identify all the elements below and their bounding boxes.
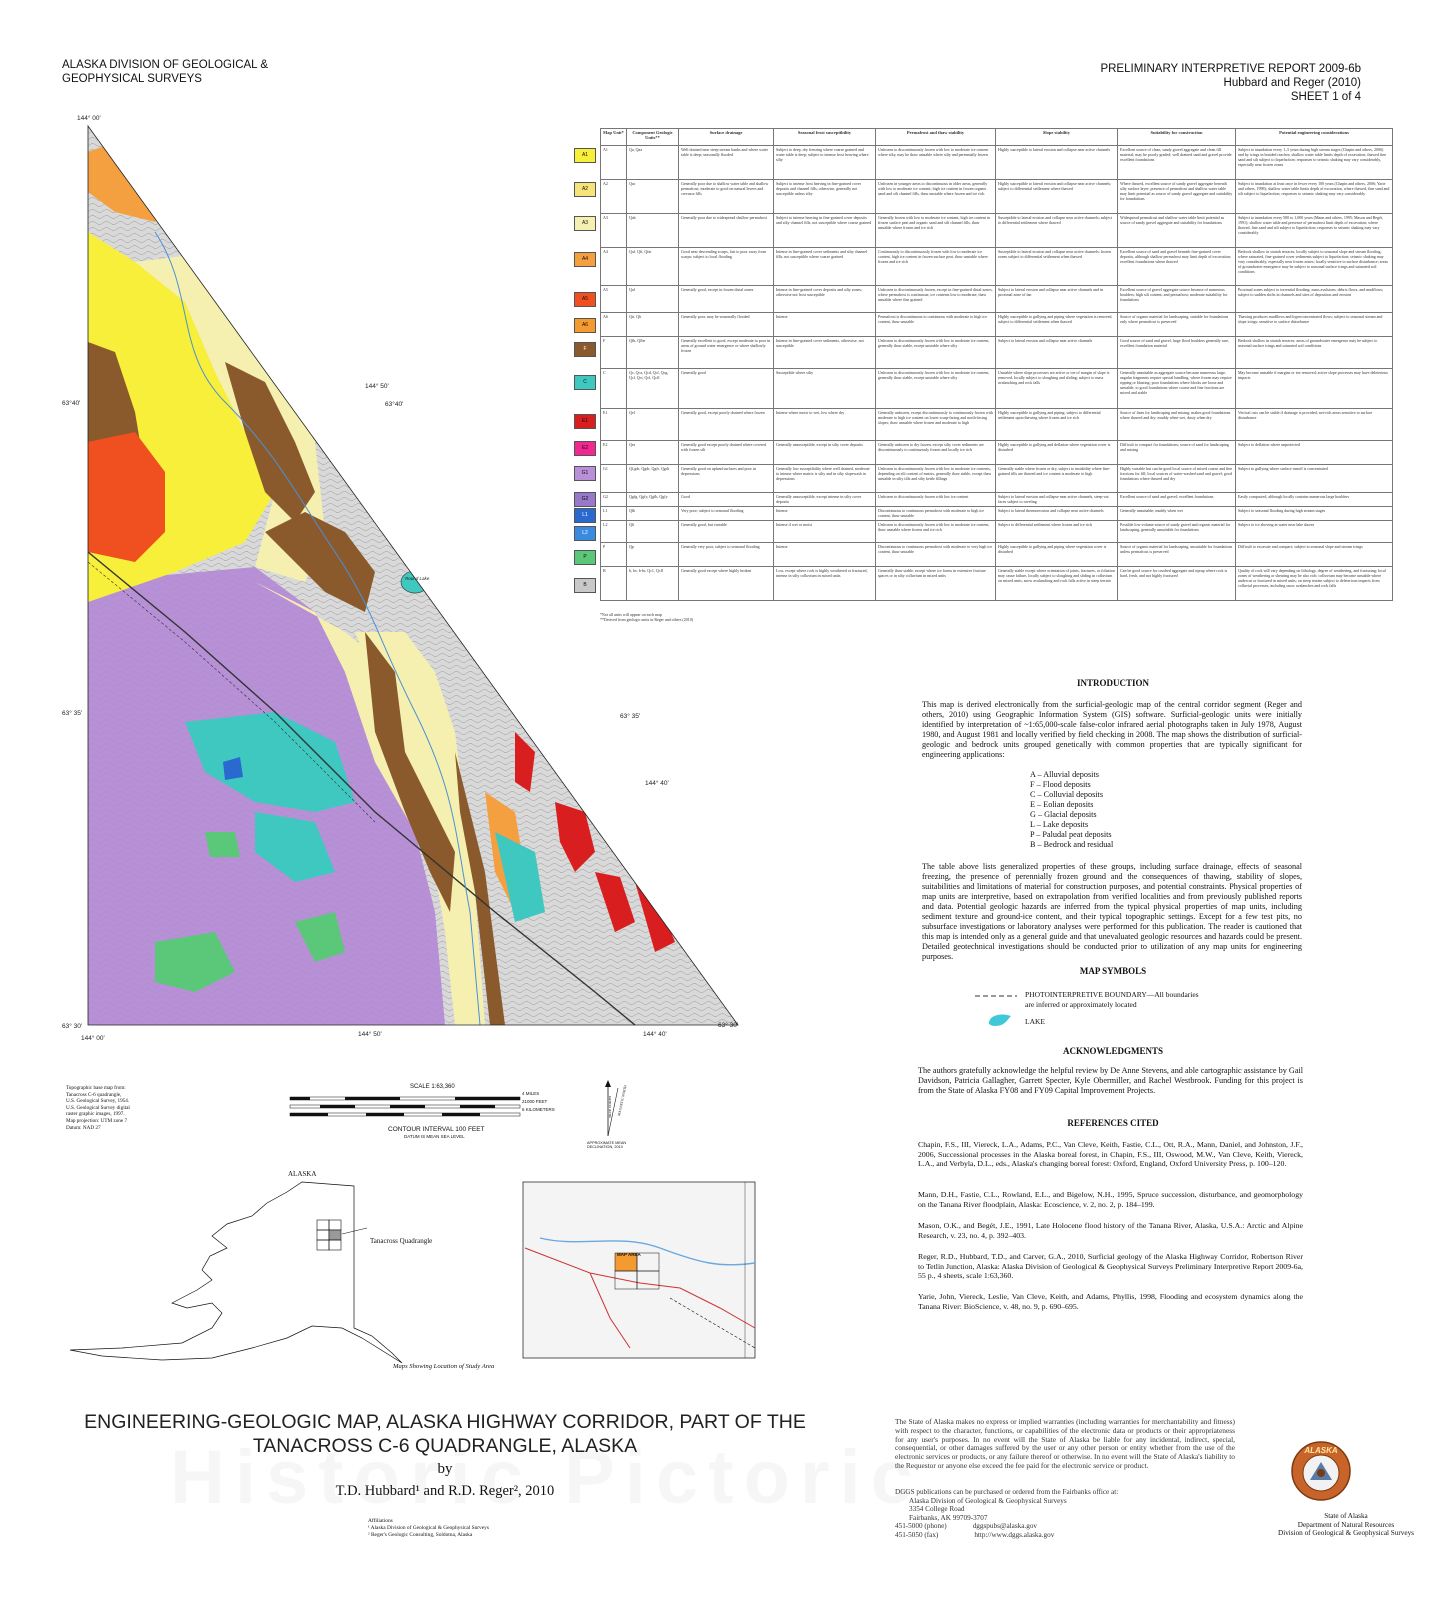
cell-drainage: Very poor; subject to seasonal flooding [679, 507, 774, 521]
unit-group-item: E – Eolian deposits [1030, 800, 1094, 809]
swatch-e2: E2 [574, 441, 596, 456]
table-row [601, 337, 1393, 369]
scale-km-label: 6 KILOMETERS [522, 1107, 555, 1112]
dggs-contact [895, 1488, 1118, 1540]
cell-unit: A3 [601, 214, 627, 248]
unit-group-item: C – Colluvial deposits [1030, 790, 1104, 799]
swatch-g1: G1 [574, 466, 596, 481]
unit-group-list [1030, 770, 1113, 850]
cell-unit: A6 [601, 313, 627, 337]
coord-lon-40-bottom: 144° 40' [643, 1031, 667, 1038]
coord-diag-35: 63° 35' [620, 713, 641, 720]
cell-frost: Intense in fine-grained cover deposits and silty zones; otherwise not frost susceptible [774, 286, 876, 313]
north-arrow [598, 1078, 628, 1140]
contact-email[interactable]: dggspubs@alaska.gov [972, 1522, 1038, 1531]
cell-unit: E1 [601, 409, 627, 441]
cell-unit: G1 [601, 465, 627, 493]
cell-geologic-units: Qlt [627, 521, 679, 543]
references-heading: REFERENCES CITED [1067, 1118, 1159, 1128]
cell-slope: Highly susceptible to gullying and piping where vegetation cover is disturbed [996, 543, 1118, 567]
dggs-seal-icon [1290, 1440, 1352, 1502]
swatch-a6: A6 [574, 318, 596, 333]
cell-considerations: Bedrock shallow in stratah terraces; areas of groundwater emergence may be subject to seasonal surface icings and saturated soil conditions [1236, 337, 1393, 369]
unit-group-item: A – Alluvial deposits [1030, 770, 1099, 779]
intro-paragraph-1: This map is derived electronically from the surficial-geologic map of the central corridor segment (Reger and others, 2010) using Geographic Information System (GIS) software. Surficial-geologic units were initially identified by interpretation of ~1:65,000-scale false-color infrared aerial photographs taken in July 1978, August 1980, and August 1981 and locally verified by field checking in 2008. The map shows the distribution of surficial-geologic and bedrock units grouped genetically with common properties that are typically significant for engineering applications: [922, 700, 1302, 759]
base-map-line: Topographic base map from: [66, 1085, 126, 1091]
cell-drainage: Generally poor due to shallow water table and shallow permafrost; moderate to good on natural levees and crevasse fills [679, 180, 774, 214]
cell-slope: Subject to lateral erosion and collapse near active channels and in proximal zone of fan [996, 286, 1118, 313]
datum-label: DATUM IS MEAN SEA LEVEL [404, 1134, 465, 1139]
intro-heading: INTRODUCTION [1076, 678, 1149, 688]
cell-drainage: Generally good except poorly drained where covered with frozen silt [679, 441, 774, 465]
table-row [601, 248, 1393, 286]
table-header-row [601, 129, 1393, 146]
cell-construction: Excellent source of sand and gravel; excellent foundations [1118, 493, 1236, 507]
cell-drainage: Generally good on upland surfaces and poor in depressions [679, 465, 774, 493]
cell-frost: Intense in fine-grained cover sediments, otherwise, not susceptible [774, 337, 876, 369]
reference-item: Mann, D.H., Fastie, C.L., Rowland, E.L., and Bigelow, N.H., 1995, Spruce succession, disturbance, and geomorphology on the Tanana River floodplain, Alaska: Ecoscience, v. 2, no. 2, p. 184–199. [918, 1190, 1303, 1209]
map-title [60, 1410, 830, 1458]
agency-name: ALASKA DIVISION OF GEOLOGICAL & GEOPHYSICAL SURVEYS [62, 59, 269, 85]
swatch-p: P [574, 550, 596, 565]
cell-unit: A4 [601, 248, 627, 286]
swatch-a5: A5 [574, 292, 596, 307]
cell-geologic-units: Qe1 [627, 409, 679, 441]
base-map-line: Datum: NAD 27 [66, 1124, 101, 1131]
base-map-line: Map projection: UTM zone 7 [66, 1117, 128, 1124]
cell-permafrost: Generally unfrozen to dry frozen, except silty cover sediments are discontinuously to continuously frozen and locally ice rich [876, 441, 996, 465]
intro-paragraph-2: The table above lists generalized properties of these groups, including surface drainage, effects of seasonal freezing, the presence of perennially frozen ground and the consequences of thawing, stability of slopes, suitabilities and limitations of material for construction purposes, and potential constraints. Physical properties of map units are interpretive, based on extrapolation from verified localities and from previously published reports and data. Potential geologic hazards are inferred from the typical physical properties of map units, including sediment texture and ground-ice content, and their typical topographic settings. Except for a few test pits, no subsurface investigations or laboratory analyses were performed for this publication. The reader is cautioned that this map is intended only as a general guide and that unevaluated geologic resources and hazards could be present. Detailed geotechnical investigations should be conducted prior to utilization of any map units for engineering purposes. [922, 862, 1302, 961]
coord-se-lat: 63° 30' [718, 1022, 739, 1029]
table-row [601, 313, 1393, 337]
cell-permafrost: Unfrozen to discontinuously frozen with low to moderate ice content, generally thaw stable, except unstable where silty [876, 369, 996, 409]
table-row [601, 146, 1393, 180]
cell-construction: Excellent source of clean, sandy gravel aggregate and clean fill material; may be poorly graded; well drained sand and gravel provide excellent foundations [1118, 146, 1236, 180]
cell-considerations: Vertical cuts can be stable if drainage is provided; not-rich areas sensitive to surface disturbance [1236, 409, 1393, 441]
coord-diag-4040: 144° 40' [645, 780, 669, 787]
cell-drainage: Good near descending scarps, fair to poor away from scarps; subject to local flooding [679, 248, 774, 286]
map-title-line-2: TANACROSS C-6 QUADRANGLE, ALASKA [252, 1435, 638, 1457]
tanacross-quad-label: Tanacross Quadrangle [370, 1237, 433, 1245]
cell-permafrost: Generally thaw stable, except where ice forms in extensive fracture spaces or in silty colluvium in mixed units [876, 567, 996, 601]
cell-drainage: Generally good, except poorly drained where frozen [679, 409, 774, 441]
cell-frost: Intense [774, 313, 876, 337]
local-area-map [520, 1178, 760, 1363]
cell-unit: G2 [601, 493, 627, 507]
cell-slope: Highly susceptible to gullying and piping where vegetation is removed, subject to differential settlement when thawed [996, 313, 1118, 337]
cell-unit: P [601, 543, 627, 567]
cell-geologic-units: Qtt, Qlt [627, 313, 679, 337]
unit-group-item: G – Glacial deposits [1030, 810, 1097, 819]
reference-item: Reger, R.D., Hubbard, T.D., and Carver, G.A., 2010, Surficial geology of the Alaska Highway Corridor, Robertson River to Tetlin Junction, Alaska: Alaska Division of Geological & Geophysical Surveys Preliminary Interpretive Report 2009-6a, 55 p., 4 sheets, scale 1:63,360. [918, 1252, 1303, 1281]
coord-sw-lon: 144° 00' [81, 1035, 105, 1042]
unit-group-item: L – Lake deposits [1030, 820, 1089, 829]
cell-permafrost: Discontinuous to continuous permafrost with moderate to high ice content, thaw unstable [876, 507, 996, 521]
cell-permafrost: Continuously to discontinuously frozen with low to moderate ice content, high ice content in frozen surface peat, thaw unstable where frozen and ice rich [876, 248, 996, 286]
ack-heading: ACKNOWLEDGMENTS [1062, 1046, 1163, 1056]
reference-item: Mason, O.K., and Begét, J.E., 1991, Late Holocene flood history of the Tanana River, Alaska, U.S.A.: Arctic and Alpine Research, v. 23, no. 4, p. 392–403. [918, 1221, 1303, 1240]
cell-slope: Subject to lateral erosion and collapse near active channels [996, 337, 1118, 369]
cell-frost: Low, except where rock is highly weathered or fractured, intense in silty colluvium in mixed units [774, 567, 876, 601]
cell-construction: Can be good source for crushed aggregate and riprap where rock is hard, fresh, and not highly fractured [1118, 567, 1236, 601]
state-agency-block [1277, 1512, 1415, 1538]
boundary-label-2: are inferred or approximately located [1025, 1000, 1137, 1009]
table-row [601, 369, 1393, 409]
cell-considerations: Subject to gullying where surface runoff is concentrated [1236, 465, 1393, 493]
cell-frost: Generally low susceptibility where well drained, moderate to intense where matrix is silty and in silty slopewash in depressions [774, 465, 876, 493]
contact-phone: 451-5000 (phone) [895, 1522, 947, 1531]
cell-drainage: Generally excellent to good, except moderate to poor in areas of ground water emergence or where shallowly frozen [679, 337, 774, 369]
boundary-legend [1025, 990, 1199, 1010]
state-line-3: Division of Geological & Geophysical Surveys [1278, 1529, 1414, 1538]
cell-frost: Intense if wet or moist [774, 521, 876, 543]
cell-geologic-units: b, bv, b-br, Qc1, Qcfl [627, 567, 679, 601]
contact-line-2: Alaska Division of Geological & Geophysical Surveys [909, 1496, 1067, 1505]
boundary-symbol [975, 992, 1020, 1000]
cell-frost: Generally unsusceptible, except intense in silty cover deposits [774, 493, 876, 507]
cell-geologic-units: Qlb [627, 507, 679, 521]
cell-permafrost: Unfrozen to discontinuously frozen with low ice content [876, 493, 996, 507]
cell-frost: Generally unsusceptible, except in silty cover deposits [774, 441, 876, 465]
contact-fax: 451-5050 (fax) [895, 1530, 939, 1539]
cell-permafrost: Generally unfrozen, except discontinuously to continuously frozen with moderate to high ice content on lower scarp-facing and north-facing slopes; thaw unstable where frozen and moderate to high [876, 409, 996, 441]
swatch-f: F [574, 342, 596, 357]
by-label: by [437, 1461, 453, 1477]
base-map-line: Tanacross C-6 quadrangle, [66, 1091, 122, 1098]
table-note-1: *Not all units will appear on each map [600, 612, 662, 617]
affiliation-1: ¹ Alaska Division of Geological & Geophysical Surveys [368, 1524, 489, 1531]
cell-construction: Excellent source of gravel aggregate source because of numerous boulders; high silt content, and permafrost; moderate suitability for foundations [1118, 286, 1236, 313]
map-symbols-heading: MAP SYMBOLS [1079, 966, 1147, 976]
map-area-label: MAP AREA [617, 1252, 641, 1257]
true-north-label: TRUE NORTH [608, 1096, 612, 1118]
affiliations-heading: Affiliations [368, 1518, 393, 1524]
cell-geologic-units: Qa, Qaa [627, 146, 679, 180]
cell-frost: Subject to intense frost heaving in fine-grained cover deposits and channel fills; otherwise, generally not susceptible unless silty [774, 180, 876, 214]
table-row [601, 286, 1393, 313]
cell-slope: Highly susceptible to lateral erosion and collapse near active channels [996, 146, 1118, 180]
cell-geologic-units: Qab [627, 214, 679, 248]
coord-lon-50-bottom: 144° 50' [358, 1031, 382, 1038]
base-map-note [66, 1085, 166, 1131]
cell-considerations: Proximal zones subject to torrential flooding; mass avulsions, debris flows, and mudflows; subject to sudden shifts in channels and sites of deposition and erosion [1236, 286, 1393, 313]
report-header [1100, 62, 1361, 104]
affiliation-2: ² Reger's Geologic Consulting, Soldotna, Alaska [368, 1531, 473, 1538]
cell-considerations: Easily compacted, although locally contains numerous large boulders [1236, 493, 1393, 507]
cell-construction: Where thawed, excellent source of sandy gravel aggregate beneath silty surface layer; presence of permafrost and shallow water table may limit potential as source of sandy gravel aggregate and suitability for foundations [1118, 180, 1236, 214]
cell-drainage: Generally good, except in frozen distal zones [679, 286, 774, 313]
table-row [601, 180, 1393, 214]
cell-unit: A2 [601, 180, 627, 214]
contact-line-3: 3354 College Road [909, 1505, 965, 1514]
cell-frost: Intense [774, 543, 876, 567]
swatch-a4: A4 [574, 252, 596, 267]
cell-construction: Good source of sand and gravel, large flood boulders generally rare, excellent foundation material [1118, 337, 1236, 369]
reference-item: Chapin, F.S., III, Viereck, L.A., Adams, P.C., Van Cleve, Keith, Fastie, C.L., Ott, R.A., Mann, Daniel, and Johnston, J.F., 2006, Successional processes in the Alaska boreal forest, in Chapin, F.S., III, Oswood, M.W., Van Cleve, Keith, Viereck, L.A., and Verbyla, D.L., eds., Alaska's changing boreal forest: Oxford, England, Oxford University Press, p. 100–120. [918, 1140, 1303, 1169]
cell-drainage: Generally good, but variable [679, 521, 774, 543]
cell-geologic-units: Qfb, Qfbe [627, 337, 679, 369]
cell-slope: Susceptible to lateral erosion and collapse near active channels; frozen zones subject to differential settlement when thawed [996, 248, 1118, 286]
scale-title: SCALE 1:63,360 [410, 1084, 455, 1090]
boundary-label: PHOTOINTERPRETIVE BOUNDARY—All boundaries [1025, 990, 1199, 999]
table-row [601, 521, 1393, 543]
cell-construction: Possible low-volume source of sandy gravel and organic material for landscaping, generally unsuitable for foundations [1118, 521, 1236, 543]
state-line-1: State of Alaska [1324, 1512, 1368, 1520]
col-permafrost: Permafrost and thaw stability [876, 129, 996, 146]
swatch-l2: L2 [574, 526, 596, 541]
cell-drainage: Good [679, 493, 774, 507]
coord-lat-30-left: 63° 30' [62, 1023, 83, 1030]
cell-drainage: Well drained near steep stream banks and where water table is deep; seasonally flooded [679, 146, 774, 180]
cell-unit: E2 [601, 441, 627, 465]
coord-lat-35-left: 63° 35' [62, 710, 83, 717]
cell-construction: Generally unsuitable as aggregate source because numerous large, angular fragments require special handling, where frozen may require ripping or blasting; poor foundations where blocks are loose and unstable; to good foundations where coarse and fine fractions are mixed and stable [1118, 369, 1236, 409]
table-row [601, 214, 1393, 248]
col-map-unit: Map Unit* [601, 129, 627, 146]
scale-feet-label: 21000 FEET [522, 1099, 548, 1104]
cell-considerations: Subject to seasonal flooding during high stream stages [1236, 507, 1393, 521]
round-lake [401, 571, 429, 593]
declination-note: APPROXIMATE MEAN DECLINATION, 2010 [587, 1141, 627, 1149]
affiliations [368, 1518, 489, 1538]
contact-line-4: Fairbanks, AK 99709-3707 [909, 1513, 988, 1522]
cell-construction: Excellent source of sand and gravel beneath fine-grained cover deposits, although shallow permafrost may limit depth of excavation; excellent foundations where thawed [1118, 248, 1236, 286]
cell-drainage: Generally very poor, subject to seasonal flooding [679, 543, 774, 567]
cell-geologic-units: Qc, Qca, Qcd, Qcf, Qcg, Qcl, Qct, Qcl, Qcfl [627, 369, 679, 409]
cell-unit: A5 [601, 286, 627, 313]
sheet-number: SHEET 1 of 4 [1290, 91, 1361, 103]
cell-unit: F [601, 337, 627, 369]
cell-construction: Source of organic material for landscaping, suitable for foundations only where permafrost is preserved [1118, 313, 1236, 337]
swatch-a1: A1 [574, 148, 596, 163]
cell-slope: Susceptible to lateral erosion and collapse near active channels; subject to differential settlement where thawed [996, 214, 1118, 248]
contact-website[interactable]: http://www.dggs.alaska.gov [974, 1530, 1055, 1539]
table-row [601, 507, 1393, 521]
unit-group-item: P – Paludal peat deposits [1030, 830, 1112, 839]
cell-geologic-units: Qgfg, Qgfy, Qgfh, Qgfy [627, 493, 679, 507]
location-caption: Maps Showing Location of Study Area [393, 1363, 495, 1370]
coord-nw-lon: 144° 00' [77, 115, 101, 122]
table-row [601, 409, 1393, 441]
cell-frost: Intense in fine-grained cover sediments and silty channel fills, not susceptible where coarse grained [774, 248, 876, 286]
cell-slope: Subject to lateral thermoerosion and collapse near active channels [996, 507, 1118, 521]
cell-considerations: Quality of rock will vary depending on lithology, degree of weathering, and fracturing; local zones of weathering or shearing may be also rich; colluvium may become unstable where undercut or fractured in mixed units; on steep terrain subject to deleterious impacts from colluvial processes, including snow avalanches and rock falls [1236, 567, 1393, 601]
col-considerations: Potential engineering considerations [1236, 129, 1393, 146]
swatch-a2: A2 [574, 182, 596, 197]
reference-item: Yarie, John, Viereck, Leslie, Van Cleve, Keith, and Adams, Phyllis, 1998, Flooding and ecosystem dynamics along the Tanana River: BioScience, v. 48, no. 9, p. 690–695. [918, 1292, 1303, 1311]
cell-considerations: Subject to inundation at least once in fewer every 100 years (Chapin and others, 2006; Yarie and others, 1998); shallow water table limits depth of excavation, where thawed, fine sand and silt subject to liquefaction; responses to seismic shaking may vary considerably [1236, 180, 1393, 214]
state-line-2: Department of Natural Resources [1297, 1520, 1395, 1529]
table-row [601, 543, 1393, 567]
swatch-c: C [574, 375, 596, 390]
cell-geologic-units: Qf,gdr, Qgdr, Qgfr, Qgdt [627, 465, 679, 493]
cell-considerations: Subject to ice shoving in water near lake shores [1236, 521, 1393, 543]
cell-construction: Difficult to compact for foundations; source of sand for landscaping and mixing [1118, 441, 1236, 465]
base-map-line: U.S. Geological Survey, 1954. [66, 1098, 130, 1105]
contour-interval: CONTOUR INTERVAL 100 FEET [388, 1126, 485, 1133]
col-frost: Seasonal frost susceptibility [774, 129, 876, 146]
unit-group-item: F – Flood deposits [1030, 780, 1091, 789]
cell-frost: Subject to intense heaving in fine-grained cover deposits and silty channel fills, not susceptible where coarse grained [774, 214, 876, 248]
cell-unit: L2 [601, 521, 627, 543]
cell-frost: Subject to deep, dry freezing where coarse grained and water table is deep; subject to intense frost heaving where silty [774, 146, 876, 180]
swatch-b: B [574, 578, 596, 593]
cell-permafrost: Unfrozen to discontinuously frozen with low to moderate ice content, generally thaw stable, except unstable where silty [876, 337, 996, 369]
cell-construction: Generally unsuitable; muddy when wet [1118, 507, 1236, 521]
cell-slope: Generally stable except where orientation of joints, fractures, or foliation may cause failure, locally subject to sloughing and sliding in colluvium on mixed units, snow avalanching and rock falls active in steep terrain [996, 567, 1118, 601]
contact-line-1: DGGS publications can be purchased or ordered from the Fairbanks office at: [895, 1488, 1119, 1496]
cell-permafrost: Discontinuous to continuous permafrost with moderate to very high ice content, thaw unstable [876, 543, 996, 567]
lake-label: Round Lake [405, 576, 430, 581]
cell-drainage: Generally poor, may be seasonally flooded [679, 313, 774, 337]
cell-considerations: May become unstable if margins or toe removed; active slope processes may have deleterious impacts [1236, 369, 1393, 409]
cell-slope: Highly susceptible to gullying and deflation where vegetation cover is disturbed [996, 441, 1118, 465]
cell-permafrost: Unfrozen to discontinuously frozen with low to moderate ice contents, depending on silt content of matrix, generally thaw stable, except thaw unstable in silty tills and silty kettle fillings [876, 465, 996, 493]
table-note-2: **Derived from geologic units in Reger and others (2010) [600, 617, 694, 622]
cell-frost: Susceptible where silty [774, 369, 876, 409]
col-construction: Suitability for construction [1118, 129, 1236, 146]
col-geologic-units: Component Geologic Units** [627, 129, 679, 146]
coord-diag-40: 63°40' [385, 401, 404, 408]
table-row [601, 493, 1393, 507]
seal-text: ALASKA [1304, 1446, 1338, 1455]
cell-geologic-units: Qaf [627, 286, 679, 313]
report-number: PRELIMINARY INTERPRETIVE REPORT 2009-6b [1100, 63, 1361, 75]
cell-drainage: Generally good except where highly broken [679, 567, 774, 601]
cell-considerations: Difficult to excavate and compact; subject to seasonal slope and stream icings [1236, 543, 1393, 567]
alaska-label: ALASKA [288, 1170, 317, 1178]
engineering-properties-table [600, 128, 1393, 601]
lake-legend-label: LAKE [1025, 1017, 1045, 1026]
swatch-l1: L1 [574, 508, 596, 523]
alaska-location-map [62, 1178, 437, 1363]
cell-considerations: Subject to inundation every 500 to 1,000 years (Mann and others, 1995; Mason and Begét, 1991); shallow water table and presence of permafrost limit depth of excavation; where thawed, fine sand and silt subject to liquefaction; responses to seismic shaking may vary considerably [1236, 214, 1393, 248]
authors: T.D. Hubbard¹ and R.D. Reger², 2010 [335, 1483, 555, 1499]
base-map-line: U.S. Geological Survey digital [66, 1104, 130, 1111]
cell-drainage: Generally good [679, 369, 774, 409]
cell-construction: Widespread permafrost and shallow water table limit potential as source of sandy gravel aggregate and suitability for foundations [1118, 214, 1236, 248]
swatch-g2: G2 [574, 492, 596, 507]
cell-unit: C [601, 369, 627, 409]
table-row [601, 465, 1393, 493]
base-map-line: raster graphic images, 1997. [66, 1111, 125, 1118]
ack-text: The authors gratefully acknowledge the helpful review by De Anne Stevens, and able cartographic assistance by Gail Davidson, Patricia Gallagher, Garrett Specter, Kyle Obermiller, and Rachel Westbrook. Funding for this project is from the State of Alaska FY08 and FY09 Capital Improvement Projects. [918, 1066, 1303, 1095]
coord-lat-40-left: 63°40' [62, 400, 81, 407]
lake-symbol [985, 1012, 1015, 1028]
cell-geologic-units: Qes [627, 441, 679, 465]
cell-considerations: Subject to inundation every 1–5 years during high stream stages (Chapin and others, 2006) and by icings in braided reaches; shallow water table limits depth of excavation; thawed fine sand and silt subject to liquefaction; responses to seismic shaking may vary considerably, especially near frozen zones [1236, 146, 1393, 180]
cell-slope: Unstable where slope processes are active or toe of margin of slope is removed, locally subject to sloughing and sliding; subject to mass avalanching and rock falls [996, 369, 1118, 409]
scale-miles-label: 4 MILES [522, 1091, 540, 1096]
cell-permafrost: Permafrost is discontinuous to continuous with moderate to high ice content, thaw unstable [876, 313, 996, 337]
cell-construction: Source of organic material for landscaping, unsuitable for foundations unless permafrost is preserved [1118, 543, 1236, 567]
cell-unit: A1 [601, 146, 627, 180]
cell-permafrost: Generally frozen with low to moderate ice content, high ice content in frozen surface peat and organic sand and silt channel fills, thaw unstable where frozen and ice rich [876, 214, 996, 248]
disclaimer: The State of Alaska makes no express or implied warranties (including warranties for merchantability and fitness) with respect to the character, functions, or capabilities of the electronic data or products or their appropriateness for any user's purposes. In no event will the State of Alaska be liable for any incidental, indirect, special, consequential, or other damages suffered by the user or any other person or entity whether from the use of the electronic services or products, or any failure thereof or otherwise. In no event will the State of Alaska's liability to the Requestor or anyone else exceed the fee paid for the electronic service or product. [895, 1417, 1235, 1470]
report-authors: Hubbard and Reger (2010) [1223, 77, 1361, 89]
table-notes [600, 612, 693, 622]
cell-unit: B [601, 567, 627, 601]
table-row [601, 441, 1393, 465]
swatch-e1: E1 [574, 414, 596, 429]
cell-frost: Intense where moist to wet, low where dry [774, 409, 876, 441]
cell-construction: Source of fines for landscaping and mixing; makes good foundations where thawed and dry; muddy when wet, dusty when dry [1118, 409, 1236, 441]
cell-construction: Highly variable but can be good local source of mixed coarse and fine fractions for fill; local sources of water-washed sand and gravel; good foundations where thawed and dry [1118, 465, 1236, 493]
swatch-a3: A3 [574, 216, 596, 231]
cell-considerations: Thawing produces mudflows and hyperconcentrated flows; subject to seasonal stream and slope icings; sensitive to surface disturbance [1236, 313, 1393, 337]
col-slope: Slope stability [996, 129, 1118, 146]
table-row [601, 567, 1393, 601]
cell-slope: Highly susceptible to lateral erosion and collapse near active channels; subject to differential settlement where thawed [996, 180, 1118, 214]
cell-permafrost: Unfrozen to discontinuously frozen with low to moderate ice content where silty, may be thaw unstable where silty and perennially frozen [876, 146, 996, 180]
cell-geologic-units: Qp [627, 543, 679, 567]
coord-diag-50: 144° 50' [365, 383, 389, 390]
cell-considerations: Bedrock shallow in stratah terraces, locally subject to seasonal slope and stream flooding, where saturated, fine-grained cover sediments subject to liquefaction; seismic shaking may vary considerably, especially near frozen zones; locally sensitive to surface disturbance; areas of groundwater emergence may be subject to seasonal surface icings and saturated soil conditions [1236, 248, 1393, 286]
cell-unit: L1 [601, 507, 627, 521]
cell-permafrost: Unfrozen to discontinuously frozen with low to moderate ice content, thaw unstable where frozen and ice rich [876, 521, 996, 543]
cell-slope: Subject to lateral erosion and collapse near active channels, steep-cut faces subject to raveling [996, 493, 1118, 507]
col-surface-drainage: Surface drainage [679, 129, 774, 146]
magnetic-north-label: MAGNETIC NORTH [617, 1084, 628, 1117]
cell-geologic-units: Qaf, Qft, Qfat [627, 248, 679, 286]
map-title-line-1: ENGINEERING-GEOLOGIC MAP, ALASKA HIGHWAY CORRIDOR, PART OF THE [84, 1411, 806, 1433]
unit-group-item: B – Bedrock and residual [1030, 840, 1114, 849]
cell-considerations: Subject to deflation where unprotected [1236, 441, 1393, 465]
cell-permafrost: Unfrozen to discontinuously frozen, except in fine-grained distal zones, where permafrost is continuous; ice contents low to moderate; thaw unstable where fine grained [876, 286, 996, 313]
cell-slope: Subject to differential settlement where frozen and ice rich [996, 521, 1118, 543]
cell-frost: Intense [774, 507, 876, 521]
cell-permafrost: Unfrozen in younger areas to discontinuous in older areas, generally with low to moderate ice content; high ice content in frozen organic sand and silt channel fills, thaw unstable where frozen and ice rich [876, 180, 996, 214]
cell-geologic-units: Qac [627, 180, 679, 214]
cell-drainage: Generally poor due to widespread shallow permafrost [679, 214, 774, 248]
cell-slope: Generally stable where frozen or dry, subject to instability where fine-grained tills are thawed and ice content is moderate to high [996, 465, 1118, 493]
cell-slope: Highly susceptible to gullying and piping; subject to differential settlement upon thawing where frozen and ice rich [996, 409, 1118, 441]
